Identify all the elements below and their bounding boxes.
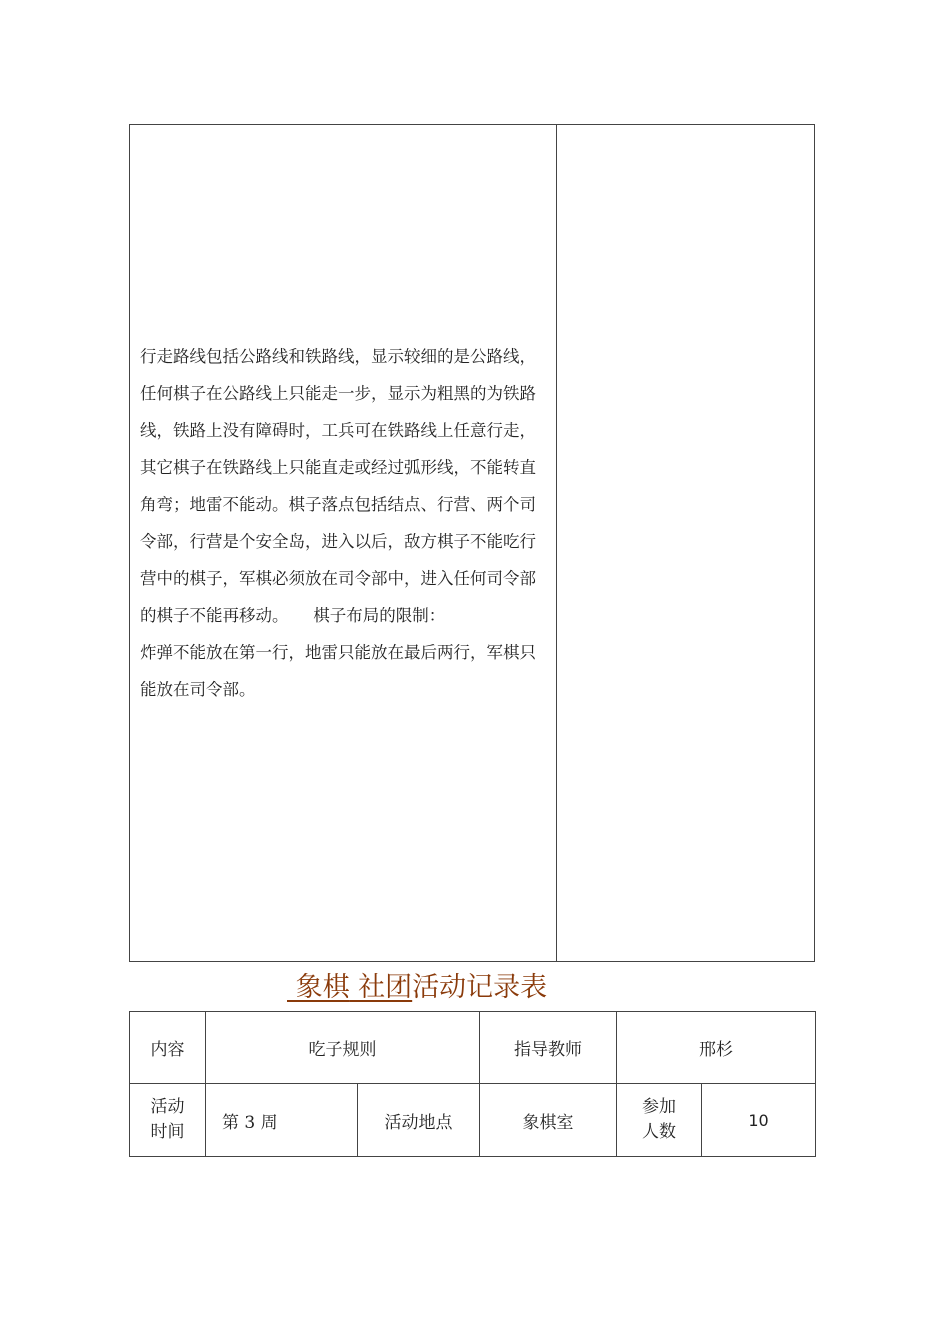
column-divider [556,125,557,961]
count-label [617,1084,702,1157]
place-label: 活动地点 [358,1084,480,1157]
count-label-line2: 人数 [642,1122,676,1142]
teacher-value: 邢杉 [617,1012,816,1084]
time-value: 第 3 周 [206,1084,358,1157]
count-label-line1: 参加 [642,1097,676,1117]
place-value: 象棋室 [480,1084,617,1157]
title-record-sheet: 活动记录表 [412,972,548,1003]
count-value: 10 [702,1084,816,1157]
time-label [130,1084,206,1157]
teacher-label: 指导教师 [480,1012,617,1084]
table-row [130,1084,816,1157]
table-row [130,1012,816,1084]
activity-record-table [129,1011,816,1157]
content-label: 内容 [130,1012,206,1084]
page-title [287,966,547,1010]
time-label-line2: 时间 [150,1122,185,1142]
title-club-suffix: 社团 [349,972,413,1003]
time-label-line1: 活动 [150,1097,185,1117]
title-club-name: 象棋 [287,972,350,1003]
rules-text: 行走路线包括公路线和铁路线，显示较细的是公路线，任何棋子在公路线上只能走一步，显示为粗黑的为铁路线，铁路上没有障碍时，工兵可在铁路线上任意行走，其它棋子在铁路线上只能直走或经过弧形线，不能转直角弯；地雷不能动。棋子落点包括结点、行营、两个司令部，行营是个安全岛，进入以后，敌方棋子不能吃行营中的棋子，军棋必须放在司令部中，进入任何司令部的棋子不能再移动。 棋子布局的限制： 炸弹不能放在第一行，地雷只能放在最后两行，军棋只能放在司令部。 [140,347,536,699]
content-value: 吃子规则 [206,1012,480,1084]
upper-table [129,124,815,962]
